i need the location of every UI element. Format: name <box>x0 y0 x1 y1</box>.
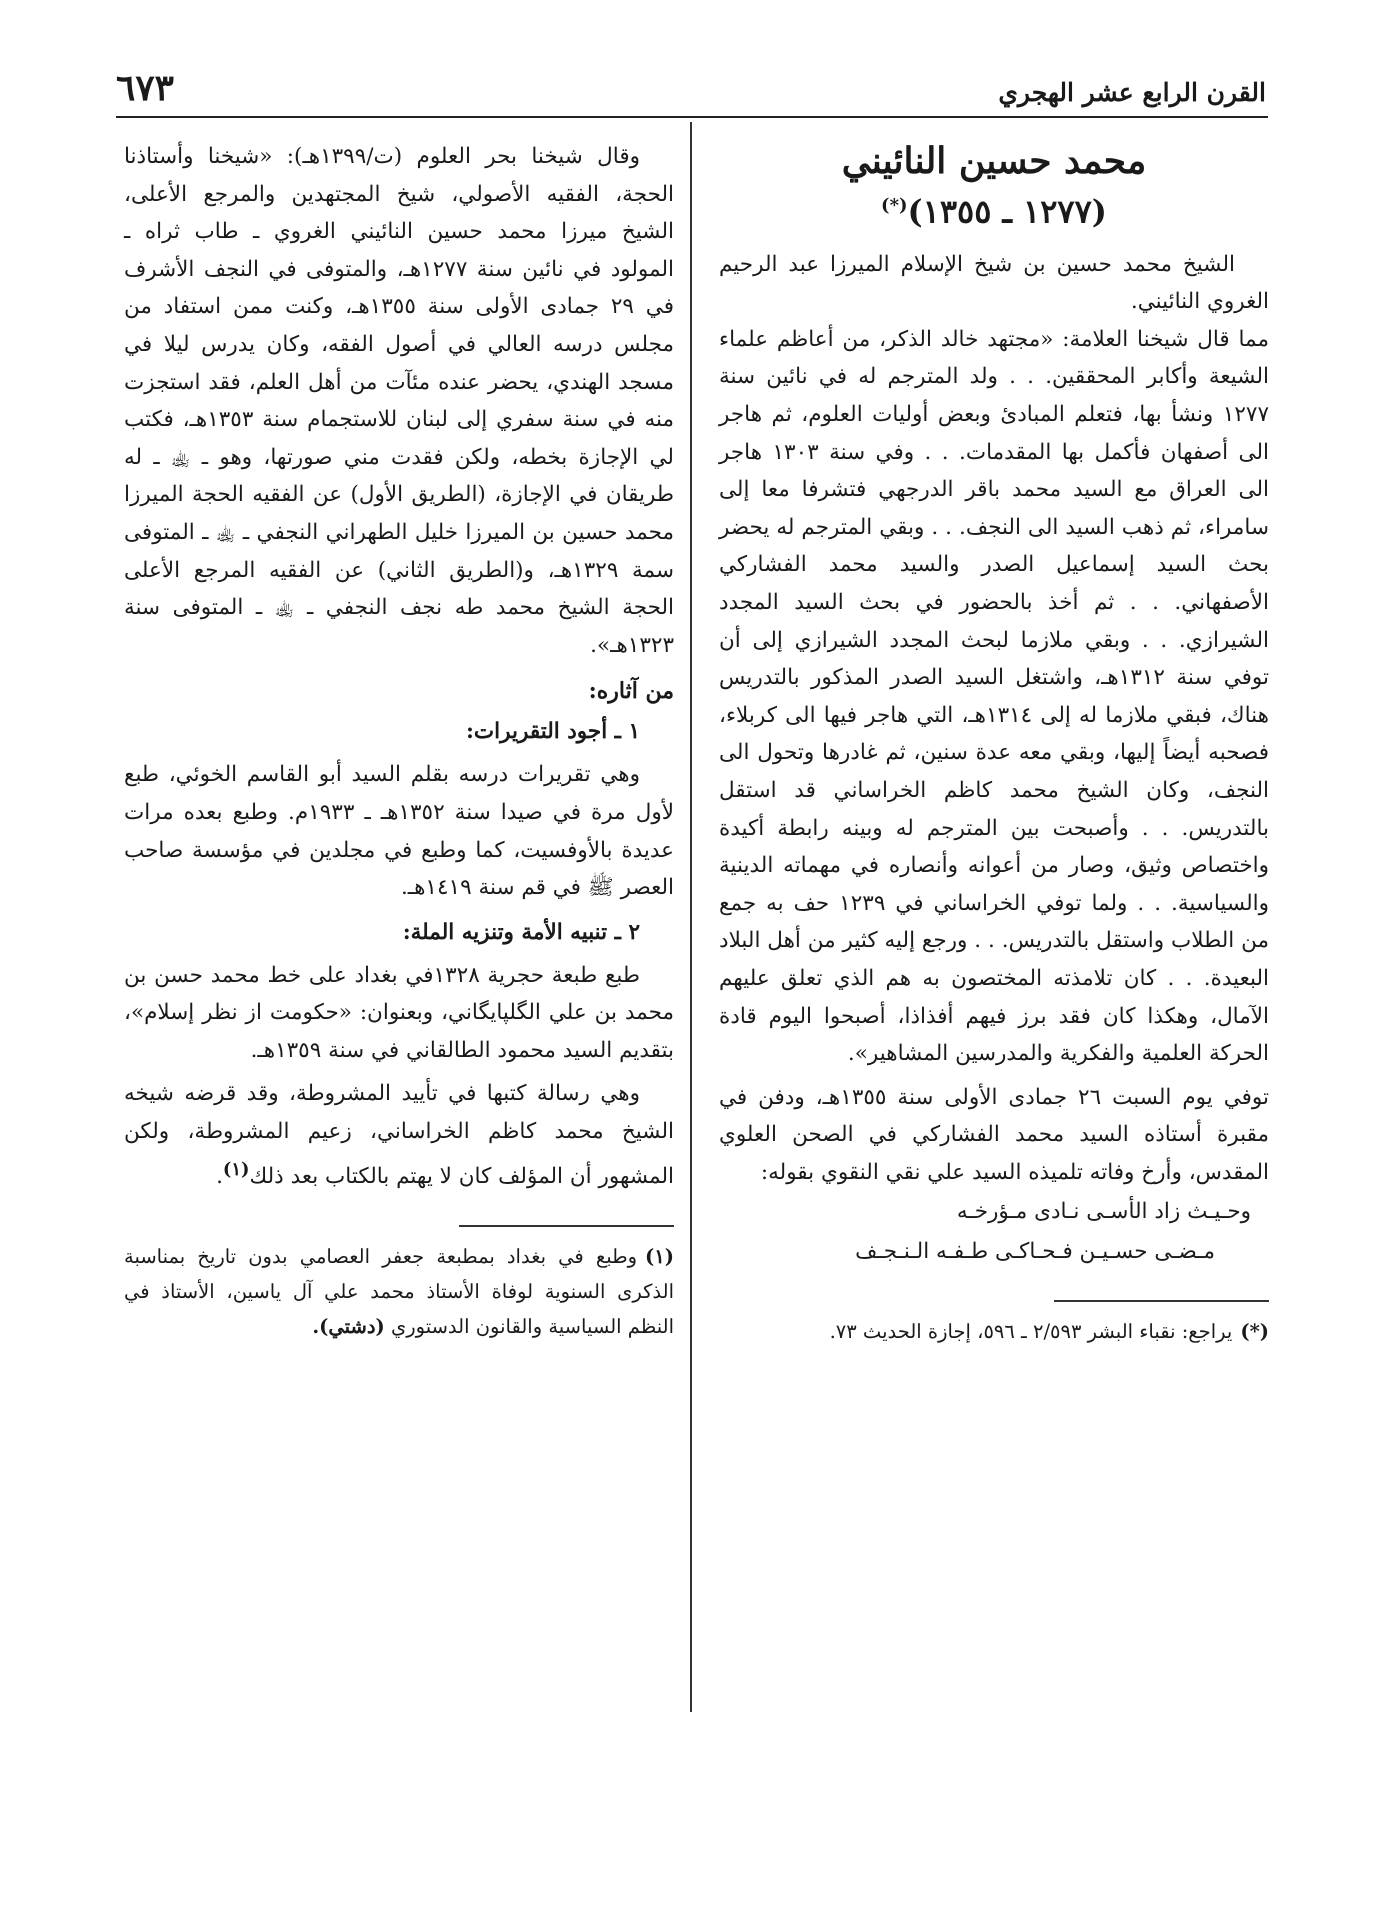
bio-paragraph-death: توفي يوم السبت ٢٦ جمادى الأولى سنة ١٣٥٥هـ، ودفن في مقبرة أستاذه السيد محمد الفشاركي في الصحن العلوي المقدس، وأرخ وفاته تلميذه السيد علي نقي النقوي بقوله: <box>719 1084 1269 1185</box>
footnote-printing <box>124 1239 674 1344</box>
work-1-description: وهي تقريرات درسه بقلم السيد أبو القاسم الخوئي، طبع لأول مرة في صيدا سنة ١٣٥٢هـ ـ ١٩٣٣م. وطبع بعده مرات عديدة بالأوفسيت، كما وطبع في مجلدين في مؤسسة صاحب العصر ﷺ في قم سنة ١٤١٩هـ. <box>124 762 674 901</box>
footnote-sources <box>719 1314 1269 1349</box>
column-divider <box>690 122 692 1712</box>
footnote-marker: (*) <box>1240 1319 1269 1343</box>
entry-title: محمد حسين النائيني <box>841 140 1147 182</box>
work-1-title: ١ ـ أجود التقريرات: <box>465 719 640 745</box>
bio-paragraph-quote: مما قال شيخنا العلامة: «مجتهد خالد الذكر، من أعاظم علماء الشيعة وأكابر المحققين. . . ولد المترجم له في نائين سنة ١٢٧٧ ونشأ بها، فتعلم المبادئ وبعض أوليات العلوم، ثم هاجر الى أصفهان فأكمل بها المقدمات. . . وفي سنة ١٣٠٣ هاجر الى العراق مع السيد محمد باقر الدرجهي فتشرفا معا إلى سامراء، ثم ذهب السيد الى النجف. . . وبقي المترجم له يحضر بحث السيد إسماعيل الصدر والسيد محمد الفشاركي الأصفهاني. . . ثم أخذ بالحضور في بحث السيد المجدد الشيرازي. . . وبقي ملازما لبحث المجدد الشيرازي إلى أن توفي سنة ١٣١٢هـ، واشتغل السيد الصدر المذكور بالتدريس هناك، فبقي ملازما له إلى ١٣١٤هـ، التي هاجر فيها الى كربلاء، فصحبه أيضاً إليها، وبقي معه عدة سنين، ثم غادرها وتحول الى النجف، وكان الشيخ محمد كاظم الخراساني قد استقل بالتدريس. . . وأصبحت بين المترجم له وبينه رابطة أكيدة واختصاص وثيق، وصار من أعوانه وأنصاره في مهماته الدينية والسياسية. . . ولما توفي الخراساني في ١٢٣٩ حف به جمع من الطلاب واستقل بالتدريس. . . ورجع إليه كثير من أهل البلاد البعيدة. . . كان تلامذته المختصون به هم الذي تعلق عليهم الآمال، وهكذا كان فقد برز فيهم أفذاذا، أصبحوا اليوم قادة الحركة العلمية والفكرية والمدرسين المشاهير». <box>719 326 1269 1067</box>
verse-line-2: مـضـى حسـيـن فـحـاكـى طـفـه الـنـجـف <box>855 1238 1215 1264</box>
poem-verse <box>719 1192 1269 1272</box>
work-2-title: ٢ ـ تنبيه الأمة وتنزيه الملة: <box>402 919 640 945</box>
footnote-1-text: وطبع في بغداد بمطبعة جعفر العصامي بدون تاريخ بمناسبة الذكرى السنوية لوفاة الأستاذ محمد علي آل ياسين، الأستاذ في النظم السياسية والقانون الدستوري <box>124 1245 674 1339</box>
footnote-rule-left <box>459 1225 674 1227</box>
footnote-rule <box>1054 1300 1269 1302</box>
page-header <box>116 68 1266 118</box>
left-column <box>124 138 674 1344</box>
entry-dates-mark: (*) <box>881 195 908 216</box>
quote-paragraph: وقال شيخنا بحر العلوم (ت/١٣٩٩هـ): «شيخنا وأستاذنا الحجة، الفقيه الأصولي، شيخ المجتهدين والمرجع الأعلى، الشيخ ميرزا محمد حسين النائيني الغروي ـ طاب ثراه ـ المولود في نائين سنة ١٢٧٧هـ، والمتوفى في النجف الأشرف في ٢٩ جمادى الأولى سنة ١٣٥٥هـ، وكنت ممن استفاد من مجلس درسه العالي في أصول الفقه، وكان يدرس ليلا في مسجد الهندي، يحضر عنده مئآت من أهل العلم، فقد استجزت منه في سنة سفري إلى لبنان للاستجمام سنة ١٣٥٣هـ، فكتب لي الإجازة بخطه، ولكن فقدت مني صورتها، وهو ـ ﵀ ـ له طريقان في الإجازة، (الطريق الأول) عن الفقيه الحجة الميرزا محمد حسين بن الميرزا خليل الطهراني النجفي ـ ﵀ ـ المتوفى سمة ١٣٢٩هـ، و(الطريق الثاني) عن الفقيه المرجع الأعلى الحجة الشيخ محمد طه نجف النجفي ـ ﵀ ـ المتوفى سنة ١٣٢٣هـ». <box>124 144 674 658</box>
work-2-note-end: . <box>216 1163 223 1189</box>
footnote-1-tail: (دشتي). <box>312 1315 385 1339</box>
verse-line-1: وحـيـث زاد الأسـى نـادى مـؤرخـه <box>956 1198 1251 1224</box>
page-number: ٦٧٣ <box>116 67 175 109</box>
header-rule <box>116 116 1268 118</box>
footnote-1-marker: (١) <box>645 1245 674 1269</box>
works-heading: من آثاره: <box>588 678 674 705</box>
work-2-note-text: وهي رسالة كتبها في تأييد المشروطة، وقد قرضه شيخه الشيخ محمد كاظم الخراساني، زعيم المشروطة، ولكن المشهور أن المؤلف كان لا يهتم بالكتاب بعد ذلك <box>124 1081 674 1189</box>
footnote-ref: (١) <box>222 1158 250 1180</box>
right-column <box>719 138 1269 1349</box>
work-2-note <box>124 1075 674 1195</box>
bio-paragraph-name: الشيخ محمد حسين بن شيخ الإسلام الميرزا عبد الرحيم الغروي النائيني. <box>719 251 1269 315</box>
entry-dates-text: (١٢٧٧ ـ ١٣٥٥) <box>907 192 1107 231</box>
running-head: القرن الرابع عشر الهجري <box>998 78 1266 107</box>
entry-dates <box>719 184 1269 234</box>
footnote-text: يراجع: نقباء البشر ٢/٥٩٣ ـ ٥٩٦، إجازة الحديث ٧٣. <box>829 1319 1233 1343</box>
work-2-description: طبع طبعة حجرية ١٣٢٨في بغداد على خط محمد حسن بن محمد بن علي الگلپايگاني، وبعنوان: «حكومت از نظر إسلام»، بتقديم السيد محمود الطالقاني في سنة ١٣٥٩هـ. <box>124 962 674 1063</box>
